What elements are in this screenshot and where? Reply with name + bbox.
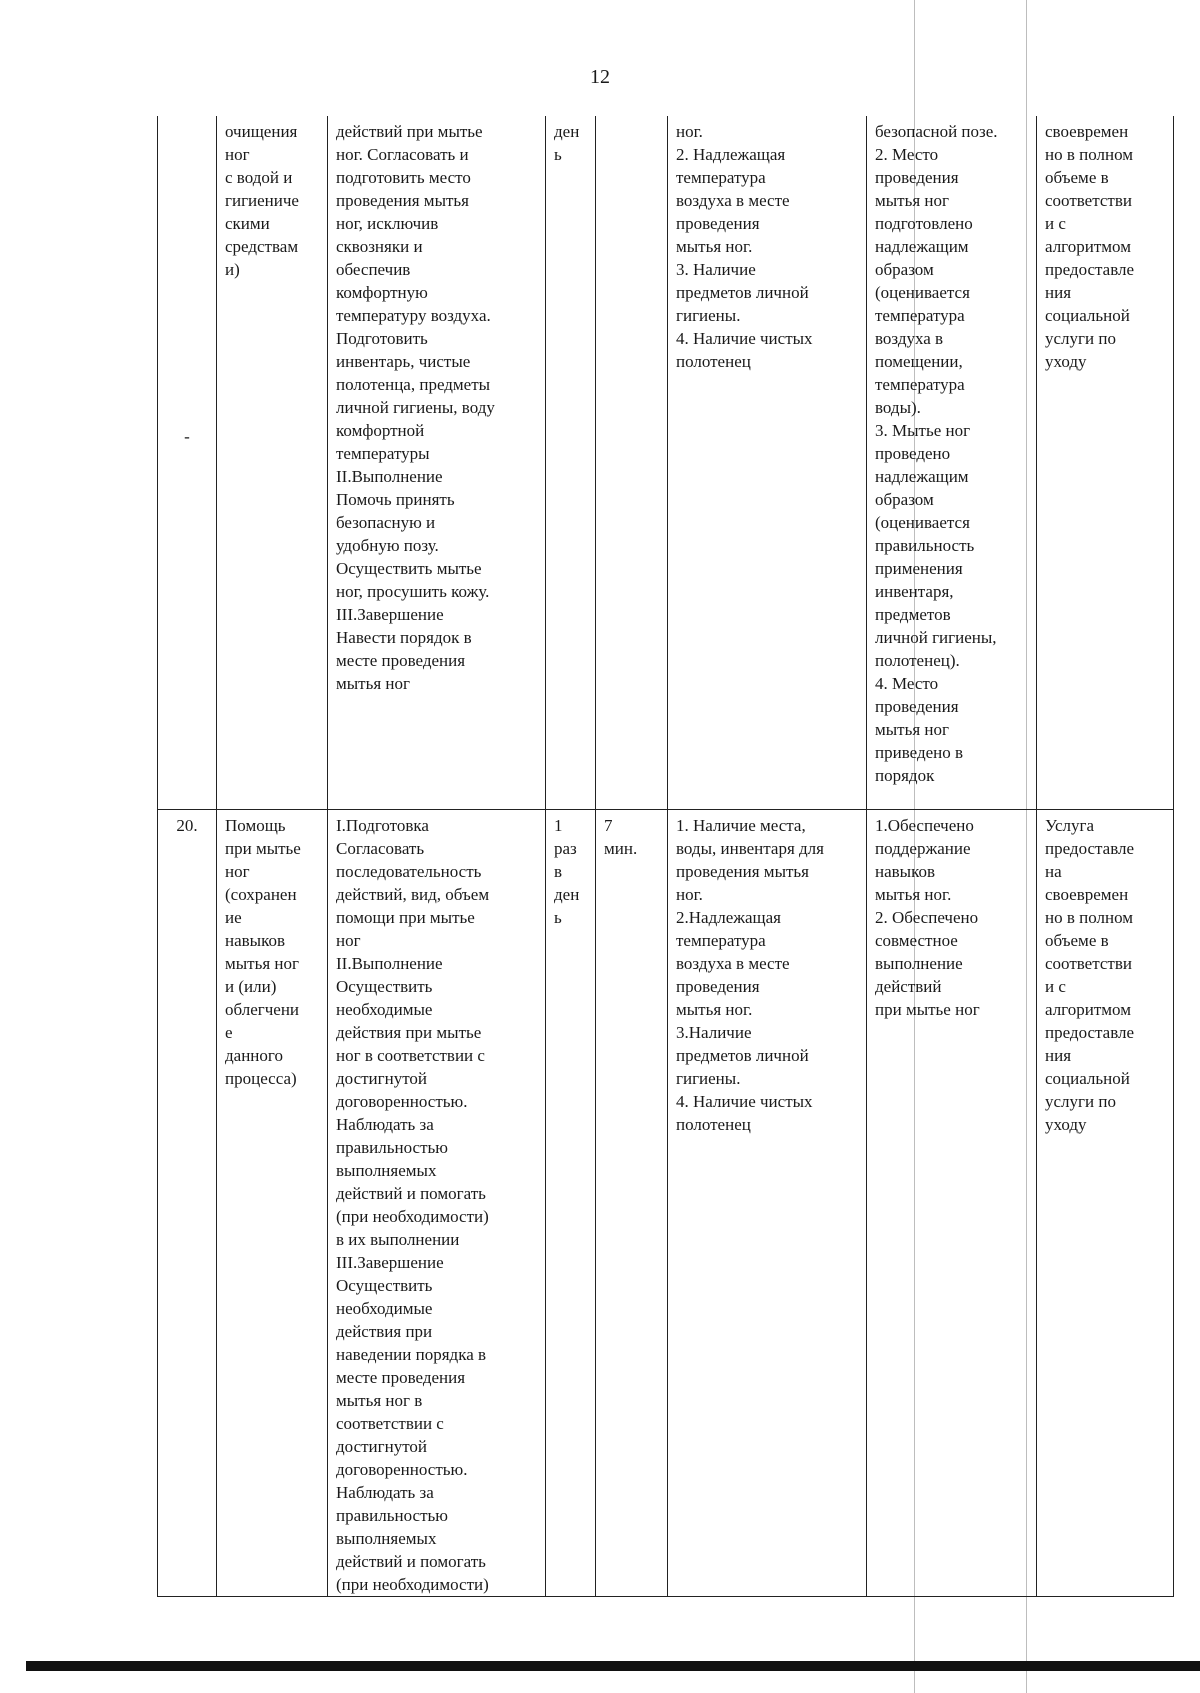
conditions-cell: ног. 2. Надлежащая температура воздуха в месте проведения мытья ног. 3. Наличие предметов личной гигиены. 4. Наличие чистых полотенец xyxy=(668,116,867,809)
indicators-cell: безопасной позе. 2. Место проведения мытья ног подготовлено надлежащим образом (оценивается температура воздуха в помещении, температура воды). 3. Мытье ног проведено надлежащим образом (оценивается правильность применения инвентаря, предметов личной гигиены, полотенец). 4. Место проведения мытья ног приведено в порядок xyxy=(867,116,1037,809)
table-row xyxy=(158,809,1174,1596)
service-name-cell: очищения ног с водой и гигиениче скими средствам и) xyxy=(217,116,328,809)
assessment-cell: своевремен но в полном объеме в соответстви и с алгоритмом предоставле ния социальной услуги по уходу xyxy=(1037,116,1174,809)
conditions-cell: 1. Наличие места, воды, инвентаря для проведения мытья ног. 2.Надлежащая температура воздуха в месте проведения мытья ног. 3.Наличие предметов личной гигиены. 4. Наличие чистых полотенец xyxy=(668,809,867,1596)
services-table xyxy=(157,116,1174,1597)
service-description-cell: I.Подготовка Согласовать последовательность действий, вид, объем помощи при мытье ног II.Выполнение Осуществить необходимые действия при мытье ног в соответствии с достигнутой договоренностью. Наблюдать за правильностью выполняемых действий и помогать (при необходимости) в их выполнении III.Завершение Осуществить необходимые действия при наведении порядка в месте проведения мытья ног в соответствии с достигнутой договоренностью. Наблюдать за правильностью выполняемых действий и помогать (при необходимости) xyxy=(328,809,546,1596)
time-cell xyxy=(596,116,668,809)
indicators-cell: 1.Обеспечено поддержание навыков мытья ног. 2. Обеспечено совместное выполнение действий при мытье ног xyxy=(867,809,1037,1596)
service-description-cell: действий при мытье ног. Согласовать и подготовить место проведения мытья ног, исключив сквозняки и обеспечив комфортную температуру воздуха. Подготовить инвентарь, чистые полотенца, предметы личной гигиены, воду комфортной температуры II.Выполнение Помочь принять безопасную и удобную позу. Осуществить мытье ног, просушить кожу. III.Завершение Навести порядок в месте проведения мытья ног xyxy=(328,116,546,809)
scan-border-bar xyxy=(26,1661,1200,1671)
frequency-cell: 1 раз в ден ь xyxy=(546,809,596,1596)
assessment-cell: Услуга предоставле на своевремен но в полном объеме в соответстви и с алгоритмом предоставле ния социальной услуги по уходу xyxy=(1037,809,1174,1596)
row-number-cell: - xyxy=(158,116,217,809)
page-number: 12 xyxy=(590,66,610,88)
service-name-cell: Помощь при мытье ног (сохранен ие навыков мытья ног и (или) облегчени е данного процесса) xyxy=(217,809,328,1596)
table-row xyxy=(158,116,1174,809)
row-number-cell: 20. xyxy=(158,809,217,1596)
frequency-cell: ден ь xyxy=(546,116,596,809)
time-cell: 7 мин. xyxy=(596,809,668,1596)
